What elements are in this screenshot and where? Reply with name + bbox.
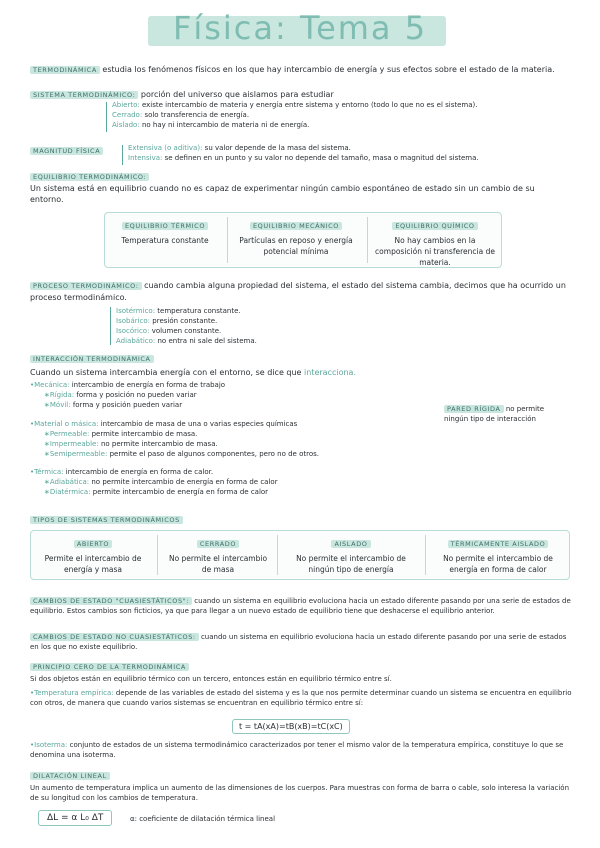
magnitud-item-label: Intensiva:: [128, 154, 163, 162]
dilatacion-label: DILATACIÓN LINEAL: [30, 772, 110, 780]
sistema-brace: [106, 102, 107, 132]
cuasi-def: [30, 596, 575, 616]
tipos-cell: [159, 531, 277, 579]
proceso-brace: [110, 307, 111, 345]
tipos-label: TIPOS DE SISTEMAS TERMODINÁMICOS: [30, 516, 183, 524]
proceso-def: [30, 280, 575, 303]
masica-sub-text: permite intercambio de masa.: [91, 430, 198, 438]
tipos-cell-label: ABIERTO: [74, 540, 112, 548]
sistema-item-text: no hay ni intercambio de materia ni de energía.: [141, 121, 310, 129]
tipos-cell: [427, 531, 569, 579]
proceso-text: cuando cambia alguna propiedad del sistema, el estado del sistema cambia, decimos que ha ocurrido un proceso termodinámico.: [30, 281, 566, 302]
sistema-item-label: Cerrado:: [112, 111, 143, 119]
tipos-cell-label: AISLADO: [331, 540, 370, 548]
magnitud-item-text: se definen en un punto y su valor no depende del tamaño, masa o magnitud del sistema.: [164, 154, 479, 162]
iso-text: conjunto de estados de un sistema termodinámico caracterizados por tener el mismo valor de la temperatura empírica, constituye lo que se denomina una isoterma.: [30, 741, 564, 759]
temp-text: depende de las variables de estado del sistema y es la que nos permite determinar cuando un sistema se encuentra en equilibrio con otros, de manera que cuando varios sistemas se encuentran en equilibrio térmico entre sí:: [30, 689, 572, 707]
termica-sub-text: permite intercambio de energía en forma de calor: [92, 488, 269, 496]
magnitud-list: [128, 143, 578, 163]
cuasi-text: cuando un sistema en equilibrio evoluciona hacia un estado diferente pasando por una serie de estados de equilibrio. Estos cambios son ficticios, ya que para llegar a un nuevo estado de equilibrio tiene que deshacerse el equilibrio anterior.: [30, 597, 571, 615]
masica-sub-text: permite el paso de algunos componentes, pero no de otros.: [109, 450, 319, 458]
page-title: Física: Tema 5: [172, 9, 428, 47]
termica-text: intercambio de energía en forma de calor.: [65, 468, 214, 476]
equilibrio-box-label: EQUILIBRIO MECÁNICO: [250, 222, 342, 230]
interaccion-label-wrap: [30, 353, 154, 365]
equilibrio-box-text: Partículas en reposo y energía potencial mínima: [239, 236, 353, 256]
pared-label: PARED RÍGIDA: [444, 405, 504, 413]
equilibrio-box-label: EQUILIBRIO QUÍMICO: [392, 222, 477, 230]
sistema-item: [112, 120, 572, 130]
proceso-item-label: Isobárico:: [116, 317, 151, 325]
equilibrio-box-label: EQUILIBRIO TÉRMICO: [122, 222, 208, 230]
cero-label: PRINCIPIO CERO DE LA TERMODINÁMICA: [30, 663, 189, 671]
sistema-list: [112, 100, 572, 130]
proceso-label: PROCESO TERMODINÁMICO:: [30, 282, 142, 290]
equilibrio-box-text: No hay cambios en la composición ni transferencia de materia.: [375, 236, 495, 267]
interaccion-intro-highlight: interacciona.: [304, 368, 357, 377]
mecanica-sub-text: forma y posición pueden variar: [72, 401, 183, 409]
proceso-item-text: no entra ni sale del sistema.: [157, 337, 257, 345]
nocuasi-label: CAMBIOS DE ESTADO NO CUASIESTÁTICOS:: [30, 633, 199, 641]
tipos-cell-text: No permite el intercambio de ningún tipo de energía: [296, 554, 406, 574]
tipos-cell: [279, 531, 423, 579]
magnitud-item: [128, 143, 578, 153]
sistema-item-label: Aislado:: [112, 121, 140, 129]
sistema-item-label: Abierto:: [112, 101, 140, 109]
tipos-cell-text: Permite el intercambio de energía y masa: [44, 554, 142, 574]
magnitud-item: [128, 153, 578, 163]
interaccion-intro-text: Cuando un sistema intercambia energía con el entorno, se dice que: [30, 368, 302, 377]
divider: [157, 535, 158, 575]
magnitud-item-label: Extensiva (o aditiva):: [128, 144, 203, 152]
masica-sub-label: ∗Semipermeable:: [44, 450, 108, 458]
proceso-item-label: Adiabático:: [116, 337, 156, 345]
masica-sub-label: ∗Permeable:: [44, 430, 90, 438]
temp-label: •Temperatura empírica:: [30, 689, 114, 697]
masica-sub-label: ∗Impermeable:: [44, 440, 99, 448]
equilibrio-box: [369, 213, 501, 267]
equilibrio-box: [105, 213, 225, 267]
tipos-cell-label: TÉRMICAMENTE AISLADO: [448, 540, 549, 548]
tipos-cell: [31, 531, 155, 579]
tipos-cell-label: CERRADO: [197, 540, 239, 548]
nocuasi-text: cuando un sistema en equilibrio evoluciona hacia un estado diferente pasando por una serie de estados en los que no existe equilibrio.: [30, 633, 567, 651]
magnitud-label-wrap: [30, 145, 103, 157]
termo-text: estudia los fenómenos físicos en los que hay intercambio de energía y sus efectos sobre el estado de la materia.: [102, 65, 555, 74]
proceso-item-text: temperatura constante.: [157, 307, 241, 315]
termica-sub-label: ∗Diatérmica:: [44, 488, 91, 496]
mecanica-text: intercambio de energía en forma de trabajo: [71, 381, 226, 389]
pared-text: no permite ningún tipo de interacción: [444, 405, 545, 423]
formula-dilatacion: ΔL = α L₀ ΔT: [38, 810, 112, 826]
proceso-item: [116, 316, 416, 326]
masica-sub-text: no permite intercambio de masa.: [100, 440, 218, 448]
termica-label: •Térmica:: [30, 468, 64, 476]
interaccion-label: INTERACCIÓN TERMODINÁMICA: [30, 355, 154, 363]
divider: [277, 535, 278, 575]
sistema-text: porción del universo que aislamos para estudiar: [140, 90, 334, 99]
proceso-list: [116, 306, 416, 346]
masica-text: intercambio de masa de una o varias especies químicas: [100, 420, 298, 428]
mecanica-sub-label: ∗Rígida:: [44, 391, 75, 399]
sistema-item-text: solo transferencia de energía.: [144, 111, 250, 119]
interaccion-masica: [30, 419, 430, 459]
termo-def: [30, 64, 570, 76]
proceso-item-label: Isotérmico:: [116, 307, 156, 315]
sistema-item: [112, 110, 572, 120]
proceso-item-text: presión constante.: [152, 317, 218, 325]
divider: [227, 217, 228, 263]
proceso-item: [116, 306, 416, 316]
sistema-item-text: existe intercambio de materia y energía entre sistema y entorno (todo lo que no es el sistema).: [141, 101, 478, 109]
proceso-item-label: Isocórico:: [116, 327, 150, 335]
cuasi-label: CAMBIOS DE ESTADO "CUASIESTÁTICOS":: [30, 597, 192, 605]
magnitud-label: MAGNITUD FÍSICA: [30, 147, 103, 155]
divider: [367, 217, 368, 263]
tipos-table: [30, 530, 570, 580]
proceso-item-text: volumen constante.: [151, 327, 222, 335]
cero-text: Si dos objetos están en equilibrio térmico con un tercero, entonces están en equilibrio térmico entre sí.: [30, 675, 392, 683]
mecanica-sub-label: ∗Móvil:: [44, 401, 71, 409]
equilibrio-box-text: Temperatura constante: [121, 236, 209, 245]
dilatacion-text: Un aumento de temperatura implica un aumento de las dimensiones de los cuerpos. Para muestras con forma de barra o cable, solo interesa la variación de su longitud con los cambios de temperatura.: [30, 784, 570, 802]
interaccion-intro: [30, 367, 570, 378]
mecanica-sub-text: forma y posición no pueden variar: [76, 391, 197, 399]
nocuasi-def: [30, 632, 575, 652]
sistema-item: [112, 100, 572, 110]
masica-label: •Material o másica:: [30, 420, 99, 428]
dilatacion-note: α: coeficiente de dilatación térmica lineal: [130, 815, 276, 823]
equilibrio-box: [229, 213, 363, 267]
tipos-label-wrap: [30, 514, 183, 526]
termica-sub-label: ∗Adiabática:: [44, 478, 90, 486]
proceso-item: [116, 326, 416, 336]
dilatacion-label-wrap: [30, 770, 110, 782]
equilibrio-label: EQUILIBRIO TERMODINÁMICO:: [30, 173, 149, 181]
proceso-item: [116, 336, 416, 346]
formula-temperatura: t = tA(xA)=tB(xB)=tC(xC): [232, 719, 350, 734]
equilibrio-box-group: [104, 212, 502, 268]
divider: [425, 535, 426, 575]
magnitud-item-text: su valor depende de la masa del sistema.: [204, 144, 351, 152]
temperatura-empirica: [30, 688, 575, 708]
cero-label-wrap: [30, 661, 189, 673]
iso-label: •Isoterma:: [30, 741, 68, 749]
sistema-label: SISTEMA TERMODINÁMICO:: [30, 91, 138, 99]
pared-rigida-note: [444, 404, 564, 424]
tipos-cell-text: No permite el intercambio de masa: [168, 554, 268, 574]
equilibrio-text: Un sistema está en equilibrio cuando no es capaz de experimentar ningún cambio espontáneo de estado sin un cambio de su entorno.: [30, 184, 535, 204]
tipos-cell-text: No permite el intercambio de energía en forma de calor: [443, 554, 553, 574]
termo-label: TERMODINÁMICA: [30, 66, 100, 74]
isoterma-def: [30, 740, 575, 760]
termica-sub-text: no permite intercambio de energía en forma de calor: [91, 478, 278, 486]
equilibrio-label-wrap: [30, 171, 149, 183]
mecanica-label: •Mecánica:: [30, 381, 70, 389]
interaccion-mecanica: [30, 380, 410, 410]
interaccion-termica: [30, 467, 430, 497]
magnitud-brace: [122, 145, 123, 165]
